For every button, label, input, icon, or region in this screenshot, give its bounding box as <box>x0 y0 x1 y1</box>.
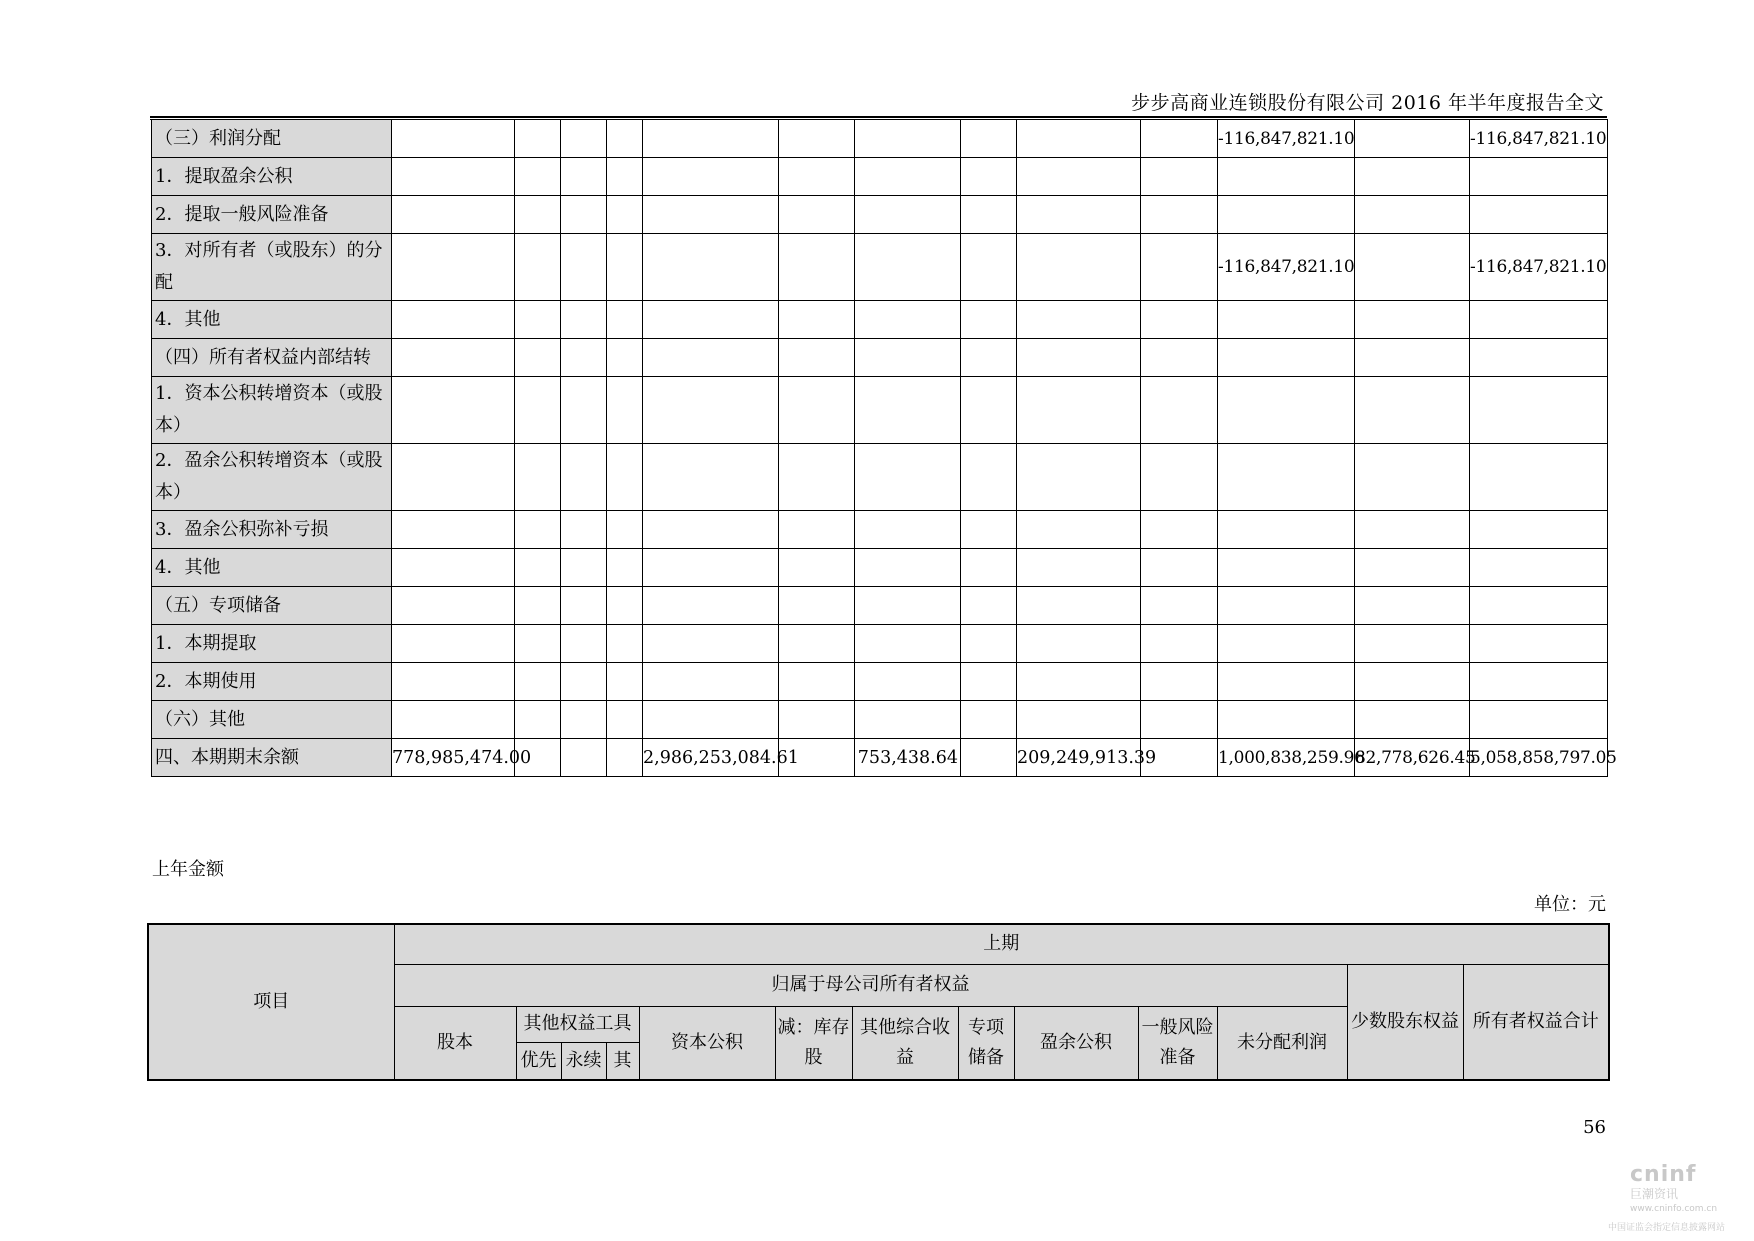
table-row <box>152 739 1608 777</box>
table-cell <box>961 549 1017 587</box>
table-cell <box>1470 701 1608 739</box>
table-cell <box>1355 234 1470 301</box>
table-cell <box>643 444 779 511</box>
row-label: 2．盈余公积转增资本（或股本） <box>152 444 392 511</box>
table-cell <box>607 120 643 158</box>
table-row <box>152 339 1608 377</box>
table-cell <box>1017 549 1141 587</box>
header-special-reserve: 专项储备 <box>958 1006 1014 1080</box>
header-minority: 少数股东权益 <box>1347 964 1463 1080</box>
table-cell <box>515 587 561 625</box>
table-cell <box>1355 339 1470 377</box>
table-cell <box>561 587 607 625</box>
table-cell <box>855 234 961 301</box>
row-label: 3．盈余公积弥补亏损 <box>152 511 392 549</box>
table-cell <box>1355 196 1470 234</box>
table-cell <box>392 196 515 234</box>
table-cell <box>392 587 515 625</box>
table-cell <box>855 511 961 549</box>
table-cell <box>607 444 643 511</box>
table-cell <box>515 301 561 339</box>
table-cell <box>515 196 561 234</box>
table-cell <box>1355 587 1470 625</box>
table-cell <box>779 587 855 625</box>
table-cell <box>961 377 1017 444</box>
table-cell <box>1355 549 1470 587</box>
table-cell <box>779 196 855 234</box>
table-cell <box>1017 701 1141 739</box>
table-cell <box>1470 158 1608 196</box>
row-label: 1．提取盈余公积 <box>152 158 392 196</box>
table-cell <box>1218 444 1355 511</box>
table-cell <box>1218 377 1355 444</box>
table-cell <box>961 339 1017 377</box>
table-cell <box>1355 701 1470 739</box>
header-other-equity-tools: 其他权益工具 <box>516 1006 639 1042</box>
table-cell <box>561 549 607 587</box>
table-cell: 5,058,858,797.05 <box>1470 739 1608 777</box>
table-cell <box>515 377 561 444</box>
row-label: 4．其他 <box>152 301 392 339</box>
unit-label: 单位：元 <box>1534 894 1606 915</box>
table-cell <box>1017 158 1141 196</box>
table-cell <box>515 339 561 377</box>
table-row <box>152 549 1608 587</box>
section-title: 上年金额 <box>152 859 224 880</box>
table-cell <box>779 301 855 339</box>
header-item: 项目 <box>148 924 394 1080</box>
table-cell <box>1218 339 1355 377</box>
table-cell <box>1017 511 1141 549</box>
table-row <box>152 625 1608 663</box>
header-perpetual: 永续 <box>561 1042 606 1080</box>
table-cell <box>1355 444 1470 511</box>
table-cell <box>779 158 855 196</box>
table-cell <box>1017 234 1141 301</box>
table-row <box>152 663 1608 701</box>
table-cell <box>643 549 779 587</box>
table-cell <box>643 339 779 377</box>
table-cell: -116,847,821.10 <box>1218 234 1355 301</box>
table-cell <box>1470 377 1608 444</box>
table-cell <box>607 377 643 444</box>
table-cell <box>643 120 779 158</box>
table-cell <box>779 663 855 701</box>
table-cell <box>607 301 643 339</box>
table-cell <box>1218 587 1355 625</box>
table-cell <box>561 701 607 739</box>
table-cell <box>855 301 961 339</box>
table-cell <box>1141 663 1218 701</box>
table-cell <box>855 377 961 444</box>
table-cell <box>1141 587 1218 625</box>
table-cell <box>607 158 643 196</box>
table-cell <box>392 549 515 587</box>
row-label: （四）所有者权益内部结转 <box>152 339 392 377</box>
table-cell <box>392 158 515 196</box>
header-parent-equity: 归属于母公司所有者权益 <box>394 964 1347 1006</box>
table-cell <box>1141 196 1218 234</box>
table-cell <box>643 587 779 625</box>
table-cell <box>1017 339 1141 377</box>
table-cell <box>1141 339 1218 377</box>
table-cell <box>961 120 1017 158</box>
table-cell <box>643 701 779 739</box>
watermark-url: www.cninfo.com.cn <box>1630 1204 1718 1214</box>
table-cell <box>1017 377 1141 444</box>
table-cell: 778,985,474.00 <box>392 739 515 777</box>
table-cell <box>779 377 855 444</box>
page-header-title: 步步高商业连锁股份有限公司 2016 年半年度报告全文 <box>1131 92 1604 114</box>
table-cell <box>392 663 515 701</box>
table-cell <box>855 339 961 377</box>
table-cell <box>392 444 515 511</box>
table-cell <box>1355 511 1470 549</box>
table-cell <box>1017 444 1141 511</box>
table-cell <box>855 120 961 158</box>
table-cell <box>855 701 961 739</box>
table-cell <box>779 549 855 587</box>
table-cell <box>1218 625 1355 663</box>
table-cell <box>855 587 961 625</box>
table-cell <box>1141 377 1218 444</box>
table-cell <box>961 196 1017 234</box>
table-row <box>152 196 1608 234</box>
table-row <box>152 377 1608 444</box>
header-share-capital: 股本 <box>394 1006 516 1080</box>
row-label: 4．其他 <box>152 549 392 587</box>
table-cell <box>607 587 643 625</box>
table-cell: 2,986,253,084.61 <box>643 739 779 777</box>
table-cell <box>1017 587 1141 625</box>
table-cell <box>1218 158 1355 196</box>
header-treasury-stock: 减：库存股 <box>775 1006 852 1080</box>
table-cell <box>961 739 1017 777</box>
table-cell: 209,249,913.39 <box>1017 739 1141 777</box>
table-cell <box>1218 196 1355 234</box>
table-cell: -116,847,821.10 <box>1218 120 1355 158</box>
table-cell <box>561 377 607 444</box>
table-cell <box>961 158 1017 196</box>
header-other: 其 <box>606 1042 639 1080</box>
table-cell <box>1355 158 1470 196</box>
table-cell <box>561 196 607 234</box>
table-cell <box>779 511 855 549</box>
table-cell <box>1017 120 1141 158</box>
table-cell <box>607 663 643 701</box>
row-label: 1．资本公积转增资本（或股本） <box>152 377 392 444</box>
table-cell <box>392 625 515 663</box>
table-cell <box>515 625 561 663</box>
table-cell <box>561 234 607 301</box>
table-cell <box>961 234 1017 301</box>
header-rule <box>150 116 1607 118</box>
table-cell <box>779 625 855 663</box>
row-label: 3．对所有者（或股东）的分配 <box>152 234 392 301</box>
watermark-brand: cninf <box>1630 1162 1697 1187</box>
header-capital-reserve: 资本公积 <box>639 1006 775 1080</box>
header-general-risk: 一般风险准备 <box>1138 1006 1217 1080</box>
table-cell <box>607 549 643 587</box>
row-label: 2．提取一般风险准备 <box>152 196 392 234</box>
header-total-equity: 所有者权益合计 <box>1463 964 1609 1080</box>
table-cell <box>1355 120 1470 158</box>
table-cell <box>515 511 561 549</box>
table-row <box>152 120 1608 158</box>
table-cell <box>1218 701 1355 739</box>
table-cell <box>392 234 515 301</box>
table-cell <box>515 663 561 701</box>
row-label: （六）其他 <box>152 701 392 739</box>
table-cell <box>643 625 779 663</box>
table-cell <box>561 444 607 511</box>
table-cell <box>1355 625 1470 663</box>
table-cell: 753,438.64 <box>855 739 961 777</box>
table-cell <box>392 120 515 158</box>
table-cell <box>607 339 643 377</box>
table-cell <box>515 120 561 158</box>
table-cell <box>1141 301 1218 339</box>
table-cell <box>392 301 515 339</box>
table-cell <box>515 158 561 196</box>
table-cell <box>855 549 961 587</box>
header-undistributed-profit: 未分配利润 <box>1217 1006 1347 1080</box>
table-cell <box>1218 511 1355 549</box>
table-cell <box>1218 301 1355 339</box>
row-label: （五）专项储备 <box>152 587 392 625</box>
table-cell <box>607 234 643 301</box>
table-cell <box>1141 120 1218 158</box>
table-cell <box>561 301 607 339</box>
table-cell <box>961 663 1017 701</box>
table-cell: -116,847,821.10 <box>1470 234 1608 301</box>
table-cell <box>515 234 561 301</box>
table-cell <box>855 158 961 196</box>
table-cell <box>643 663 779 701</box>
table-cell <box>643 301 779 339</box>
table-cell <box>855 625 961 663</box>
table-cell <box>515 549 561 587</box>
table-cell <box>607 625 643 663</box>
table-cell <box>855 196 961 234</box>
table-cell <box>1017 663 1141 701</box>
table-cell <box>643 377 779 444</box>
table-cell <box>561 739 607 777</box>
table-cell <box>961 301 1017 339</box>
table-cell <box>392 377 515 444</box>
table-row <box>152 511 1608 549</box>
table-cell <box>1141 234 1218 301</box>
table-cell <box>961 701 1017 739</box>
table-cell <box>1017 625 1141 663</box>
table-cell <box>1218 549 1355 587</box>
table-cell <box>643 234 779 301</box>
table-cell <box>607 511 643 549</box>
table-cell <box>1470 444 1608 511</box>
table-cell <box>1470 663 1608 701</box>
table-cell <box>1141 158 1218 196</box>
table-cell <box>561 158 607 196</box>
table-cell <box>1470 625 1608 663</box>
table-cell <box>961 511 1017 549</box>
header-preferred: 优先 <box>516 1042 561 1080</box>
table-cell <box>561 625 607 663</box>
table-cell <box>515 444 561 511</box>
header-oci: 其他综合收益 <box>852 1006 958 1080</box>
table-row <box>152 701 1608 739</box>
table-cell <box>607 196 643 234</box>
table-cell <box>1355 663 1470 701</box>
table-cell <box>561 511 607 549</box>
table-row <box>152 587 1608 625</box>
table-cell <box>561 120 607 158</box>
table-cell <box>779 339 855 377</box>
table-cell <box>607 701 643 739</box>
table-cell <box>855 663 961 701</box>
table-cell <box>1470 587 1608 625</box>
table-cell <box>643 158 779 196</box>
row-label: 1．本期提取 <box>152 625 392 663</box>
row-label: （三）利润分配 <box>152 120 392 158</box>
table-cell <box>1017 196 1141 234</box>
equity-change-table-current <box>151 119 1617 777</box>
table-cell <box>961 444 1017 511</box>
table-cell <box>779 444 855 511</box>
table-cell <box>779 120 855 158</box>
table-cell <box>961 625 1017 663</box>
table-row <box>152 444 1608 511</box>
page-number: 56 <box>1583 1117 1606 1138</box>
header-surplus-reserve: 盈余公积 <box>1014 1006 1138 1080</box>
cninf-watermark-logo <box>1608 1162 1740 1233</box>
table-row <box>152 234 1608 301</box>
header-period: 上期 <box>394 924 1609 964</box>
table-cell <box>1218 663 1355 701</box>
table-cell <box>643 511 779 549</box>
table-cell <box>392 701 515 739</box>
table-cell <box>643 196 779 234</box>
table-cell <box>392 339 515 377</box>
table-cell <box>855 444 961 511</box>
table-cell <box>779 701 855 739</box>
table-cell <box>1355 377 1470 444</box>
watermark-cn: 巨潮资讯 <box>1630 1187 1679 1201</box>
table-cell <box>1141 625 1218 663</box>
table-cell <box>1141 444 1218 511</box>
table-cell: -116,847,821.10 <box>1470 120 1608 158</box>
table-cell: 82,778,626.45 <box>1355 739 1470 777</box>
table-cell <box>607 739 643 777</box>
table-cell <box>1017 301 1141 339</box>
table-cell: 1,000,838,259.96 <box>1218 739 1355 777</box>
table-cell <box>1470 549 1608 587</box>
row-label: 2．本期使用 <box>152 663 392 701</box>
table-cell <box>779 234 855 301</box>
table-cell <box>392 511 515 549</box>
table-cell <box>1141 701 1218 739</box>
table-cell <box>1470 301 1608 339</box>
equity-change-table-prior-header <box>147 923 1610 1081</box>
watermark-footer: 中国证监会指定信息披露网站 <box>1608 1223 1726 1233</box>
table-cell <box>1141 511 1218 549</box>
table-row <box>152 301 1608 339</box>
table-cell <box>1470 196 1608 234</box>
table-cell <box>1355 301 1470 339</box>
row-label: 四、本期期末余额 <box>152 739 392 777</box>
table-cell <box>961 587 1017 625</box>
table-cell <box>1141 549 1218 587</box>
table-row <box>152 158 1608 196</box>
table-cell <box>561 339 607 377</box>
table-cell <box>1470 511 1608 549</box>
table-cell <box>1470 339 1608 377</box>
table-cell <box>515 701 561 739</box>
table-cell <box>561 663 607 701</box>
